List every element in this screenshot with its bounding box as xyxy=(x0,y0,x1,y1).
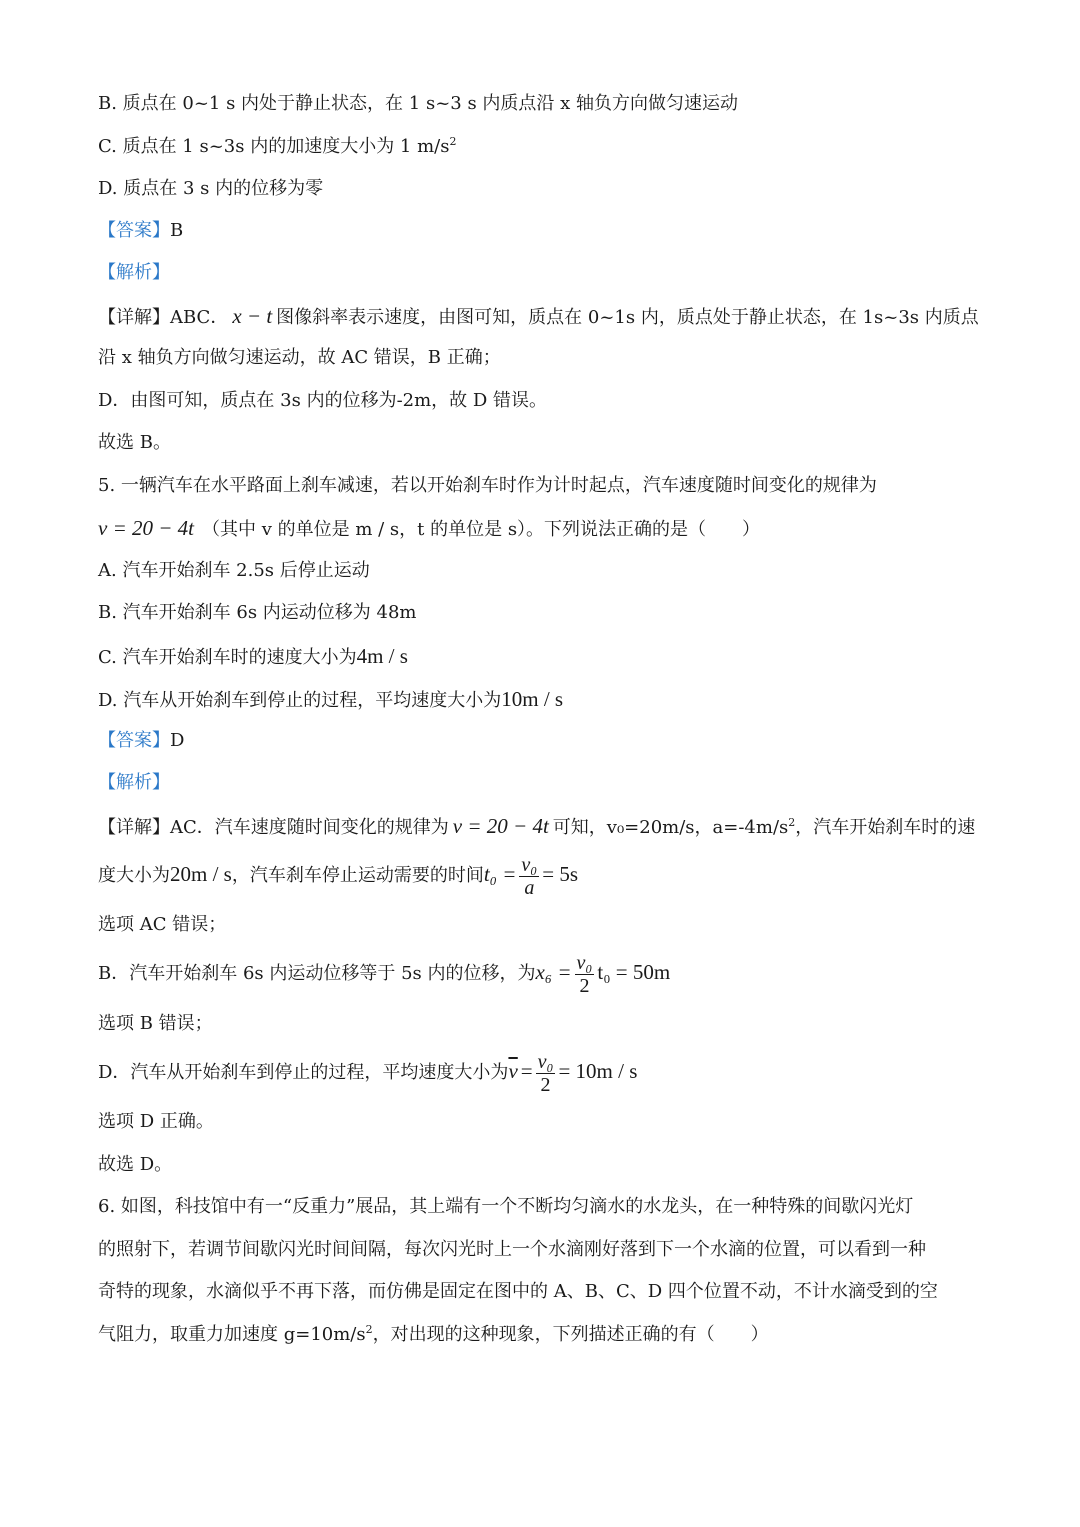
fraction-numerator: v₀ xyxy=(537,1050,554,1073)
q5-answer xyxy=(98,728,990,754)
detail-text: ，汽车开始刹车时的速 xyxy=(795,817,976,838)
q5-detail-line-4 xyxy=(98,950,990,997)
q5-stem-line-2 xyxy=(98,515,990,543)
detail-text: D．汽车从开始刹车到停止的过程，平均速度大小为 xyxy=(98,1062,509,1083)
detail-formula: v = 20 − 4t xyxy=(452,814,549,838)
q5-option-d xyxy=(98,686,990,714)
q6-text: 气阻力，取重力加速度 g=10m/s xyxy=(98,1324,366,1345)
fraction xyxy=(575,952,595,997)
q4-option-c xyxy=(98,134,990,160)
q4-detail-line-1 xyxy=(98,303,990,331)
detail-text: ABC． xyxy=(170,307,229,328)
q5-analysis xyxy=(98,770,990,796)
q6-stem-line-1: 6. 如图，科技馆中有一“反重力”展品，其上端有一个不断均匀滴水的水龙头，在一种特殊的间歇闪光灯 xyxy=(98,1196,914,1217)
fraction xyxy=(536,1051,556,1096)
detail-text: B．汽车开始刹车 6s 内运动位移等于 5s 内的位移，为 xyxy=(98,963,536,984)
answer-tag: 【答案】 xyxy=(98,220,170,241)
fraction xyxy=(519,854,539,899)
detail-text: AC．汽车速度随时间变化的规律为 xyxy=(170,817,449,838)
q5-detail-line-5: 选项 B 错误； xyxy=(98,1013,213,1034)
q6-stem-line-2: 的照射下，若调节间歇闪光时间间隔，每次闪光时上一个水滴刚好落到下一个水滴的位置，可以看到一种 xyxy=(98,1239,926,1260)
q4-detail-line-3: D．由图可知，质点在 3s 内的位移为-2m，故 D 错误。 xyxy=(98,390,548,411)
q5-option-c-text: C. 汽车开始刹车时的速度大小为 xyxy=(98,647,357,668)
q4-answer xyxy=(98,218,990,244)
detail-text: ，汽车刹车停止运动需要的时间 xyxy=(231,865,484,886)
q4-option-c-text: C. 质点在 1 s~3s 内的加速度大小为 1 m/s xyxy=(98,136,450,157)
answer-value: B xyxy=(170,220,184,241)
detail-tag: 【详解】 xyxy=(98,817,170,838)
q5-stem-text: （其中 v 的单位是 m / s，t 的单位是 s）。下列说法正确的是（ ） xyxy=(202,519,761,540)
fraction-numerator: v₀ xyxy=(521,853,538,876)
q6-sup: 2 xyxy=(365,1323,373,1336)
detail-text: 图像斜率表示速度，由图可知，质点在 0~1s 内，质点处于静止状态，在 1s~3s 内质点 xyxy=(276,307,979,328)
q5-option-c-math: 4m / s xyxy=(356,644,408,668)
q5-option-d-text: D. 汽车从开始刹车到停止的过程，平均速度大小为 xyxy=(98,690,502,711)
fraction-numerator: v₀ xyxy=(576,951,593,974)
q5-stem-line-1: 5. 一辆汽车在水平路面上刹车减速，若以开始刹车时作为计时起点，汽车速度随时间变化的规律为 xyxy=(98,475,877,496)
q5-detail-line-3: 选项 AC 错误； xyxy=(98,914,227,935)
q6-text: ，对出现的这种现象，下列描述正确的有（ ） xyxy=(372,1324,769,1345)
analysis-tag: 【解析】 xyxy=(98,772,170,793)
q4-detail-line-2: 沿 x 轴负方向做匀速运动，故 AC 错误，B 正确； xyxy=(98,347,501,368)
answer-value: D xyxy=(170,730,185,751)
fraction-rhs: = 5s xyxy=(542,862,579,886)
detail-math: 20m / s xyxy=(170,862,232,886)
q6-stem-line-4 xyxy=(98,1322,990,1348)
analysis-tag: 【解析】 xyxy=(98,262,170,283)
fraction-lhs: t₀ = xyxy=(483,862,517,886)
q5-formula: v = 20 − 4t xyxy=(98,516,194,540)
fraction-equals: = xyxy=(520,1059,533,1083)
q5-option-a: A. 汽车开始刹车 2.5s 后停止运动 xyxy=(98,560,370,581)
detail-text: 可知，v₀=20m/s，a=-4m/s xyxy=(552,817,789,838)
q5-detail-line-1 xyxy=(98,813,990,841)
fraction-denominator: 2 xyxy=(540,1073,551,1096)
fraction-rhs: t₀ = 50m xyxy=(597,960,671,984)
q4-option-d: D. 质点在 3 s 内的位移为零 xyxy=(98,178,324,199)
fraction-denominator: 2 xyxy=(579,974,590,997)
q5-detail-line-2 xyxy=(98,852,990,899)
q5-option-c xyxy=(98,643,990,671)
fraction-rhs: = 10m / s xyxy=(558,1059,638,1083)
q4-option-b: B. 质点在 0~1 s 内处于静止状态，在 1 s~3 s 内质点沿 x 轴负方向做匀速运动 xyxy=(98,93,738,114)
answer-tag: 【答案】 xyxy=(98,730,170,751)
q4-conclusion: 故选 B。 xyxy=(98,432,171,453)
fraction-denominator: a xyxy=(524,876,535,899)
q6-stem-line-3: 奇特的现象，水滴似乎不再下落，而仿佛是固定在图中的 A、B、C、D 四个位置不动，不计水滴受到的空 xyxy=(98,1281,938,1302)
detail-tag: 【详解】 xyxy=(98,307,170,328)
q5-detail-line-7: 选项 D 正确。 xyxy=(98,1111,214,1132)
q4-analysis xyxy=(98,260,990,286)
q5-detail-line-6 xyxy=(98,1049,990,1096)
q5-conclusion: 故选 D。 xyxy=(98,1154,173,1175)
detail-math: x − t xyxy=(232,304,273,328)
fraction-lhs: $\overline{v}$ xyxy=(508,1059,518,1083)
q4-option-c-sup: 2 xyxy=(449,135,457,148)
detail-sup: 2 xyxy=(788,816,796,829)
detail-text: 度大小为 xyxy=(98,865,170,886)
fraction-lhs: x₆ = xyxy=(535,960,572,984)
q5-option-d-math: 10m / s xyxy=(501,687,564,711)
q5-option-b: B. 汽车开始刹车 6s 内运动位移为 48m xyxy=(98,602,417,623)
